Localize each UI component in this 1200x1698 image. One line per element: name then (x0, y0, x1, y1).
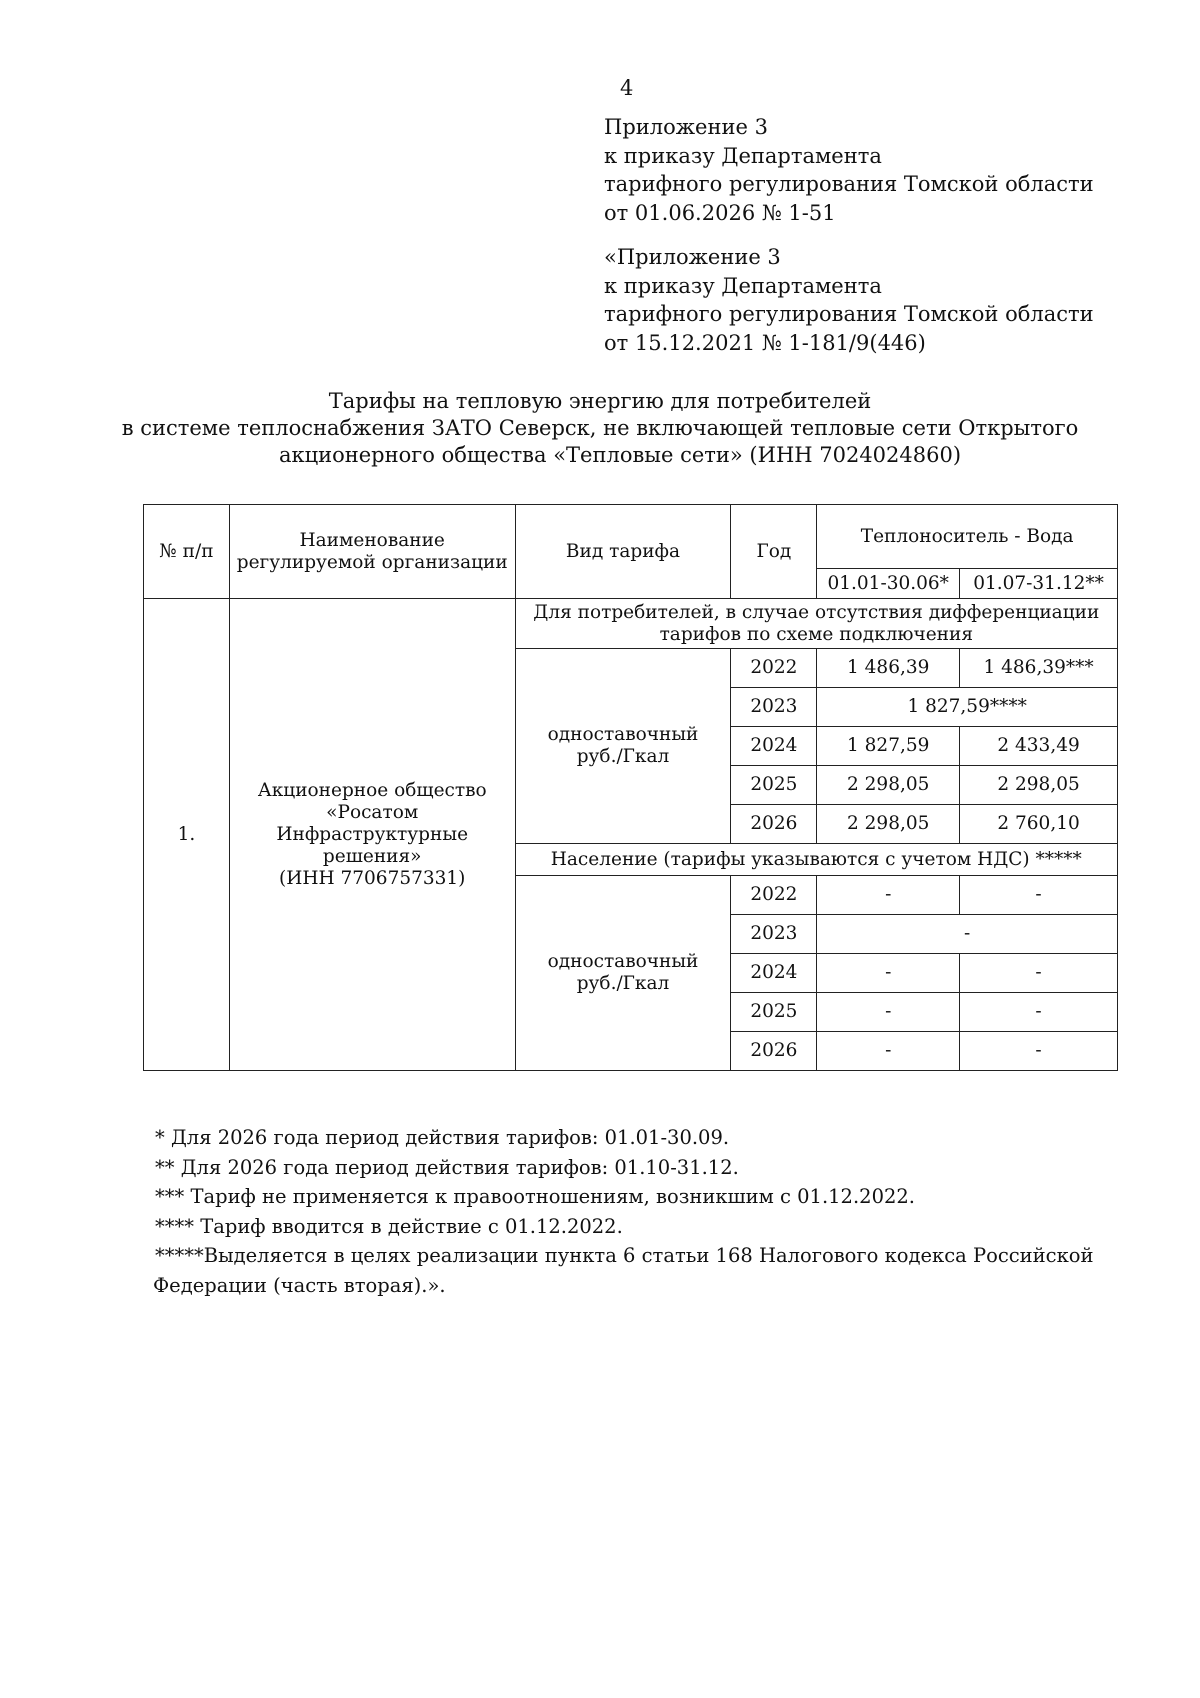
tariff-type-cell (515, 876, 731, 1071)
header-organization: Наименование регулируемой организации (229, 505, 515, 599)
tariff-value: 1 827,59 (817, 727, 960, 766)
year-cell: 2025 (731, 766, 817, 805)
organization-name (229, 599, 515, 1071)
appendix-header-current (604, 113, 1094, 227)
organization-line: Инфраструктурные (276, 823, 469, 845)
title-line: в системе теплоснабжения ЗАТО Северск, не включающей тепловые сети Открытого (121, 416, 1079, 440)
section-title-general: Для потребителей, в случае отсутствия дифференциации тарифов по схеме подключения (515, 599, 1117, 649)
tariff-type-line: руб./Гкал (576, 973, 670, 994)
document-title (100, 388, 1100, 469)
year-cell: 2023 (731, 915, 817, 954)
appendix-line: тарифного регулирования Томской области (604, 172, 1094, 196)
title-line: акционерного общества «Тепловые сети» (ИНН 7024024860) (278, 443, 962, 467)
appendix-line: к приказу Департамента (604, 143, 882, 168)
header-tariff-type: Вид тарифа (515, 505, 731, 599)
appendix-line: от 01.06.2026 № 1-51 (604, 200, 836, 225)
footnotes (153, 1123, 1094, 1300)
organization-line: «Росатом (326, 801, 419, 823)
tariff-value: 2 433,49 (960, 727, 1118, 766)
footnote: **** Тариф вводится в действие с 01.12.2022. (155, 1214, 623, 1238)
year-cell: 2022 (731, 649, 817, 688)
header-year: Год (731, 505, 817, 599)
year-cell: 2024 (731, 954, 817, 993)
tariff-value: - (960, 876, 1118, 915)
header-period-1: 01.01-30.06* (817, 569, 960, 599)
tariff-value: 2 298,05 (960, 766, 1118, 805)
year-cell: 2022 (731, 876, 817, 915)
tariff-value: - (817, 915, 1118, 954)
organization-line: (ИНН 7706757331) (278, 867, 466, 889)
tariff-value: - (817, 1032, 960, 1071)
tariff-value: - (960, 993, 1118, 1032)
organization-line: Акционерное общество (257, 779, 487, 801)
tariff-value: - (960, 1032, 1118, 1071)
year-cell: 2024 (731, 727, 817, 766)
tariff-value: 2 298,05 (817, 766, 960, 805)
appendix-header-original (604, 243, 1094, 357)
footnote: * Для 2026 года период действия тарифов: 01.01-30.09. (155, 1126, 730, 1149)
header-period-2: 01.07-31.12** (960, 569, 1118, 599)
tariff-type-line: одноставочный (547, 724, 699, 745)
tariff-table (143, 504, 1118, 1071)
year-cell: 2023 (731, 688, 817, 727)
tariff-type-cell (515, 649, 731, 844)
footnote: Федерации (часть вторая).». (153, 1273, 446, 1297)
tariff-value: 1 486,39 (817, 649, 960, 688)
row-number: 1. (144, 599, 230, 1071)
appendix-line: «Приложение 3 (604, 245, 781, 269)
header-carrier: Теплоноситель - Вода (817, 505, 1118, 569)
tariff-value: 2 760,10 (960, 805, 1118, 844)
tariff-value: - (817, 876, 960, 915)
appendix-line: тарифного регулирования Томской области (604, 302, 1094, 326)
tariff-value: 1 827,59**** (817, 688, 1118, 727)
tariff-value: - (817, 993, 960, 1032)
section-title-population: Население (тарифы указываются с учетом НДС) ***** (515, 844, 1117, 876)
header-num: № п/п (144, 505, 230, 599)
year-cell: 2026 (731, 1032, 817, 1071)
appendix-line: от 15.12.2021 № 1-181/9(446) (604, 330, 926, 355)
title-line: Тарифы на тепловую энергию для потребителей (328, 389, 872, 413)
appendix-line: Приложение 3 (604, 115, 768, 139)
tariff-value: 1 486,39*** (960, 649, 1118, 688)
footnote: *** Тариф не применяется к правоотношениям, возникшим с 01.12.2022. (155, 1185, 915, 1208)
year-cell: 2025 (731, 993, 817, 1032)
page-number: 4 (620, 76, 634, 100)
tariff-type-line: руб./Гкал (576, 746, 670, 767)
footnote: *****Выделяется в целях реализации пункта 6 статьи 168 Налогового кодекса Российской (155, 1244, 1094, 1267)
organization-line: решения» (322, 845, 422, 867)
appendix-line: к приказу Департамента (604, 273, 882, 298)
year-cell: 2026 (731, 805, 817, 844)
tariff-value: - (960, 954, 1118, 993)
tariff-value: 2 298,05 (817, 805, 960, 844)
tariff-value: - (817, 954, 960, 993)
tariff-type-line: одноставочный (547, 951, 699, 972)
footnote: ** Для 2026 года период действия тарифов: 01.10-31.12. (155, 1155, 739, 1179)
